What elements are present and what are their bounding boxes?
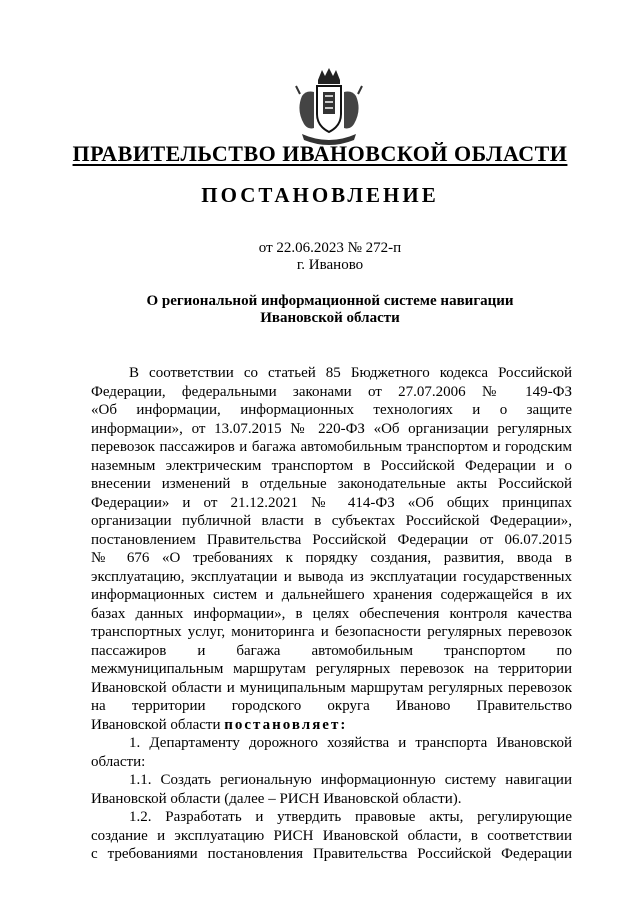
document-type-heading: ПОСТАНОВЛЕНИЕ [201, 183, 439, 207]
text-line: 1. Департаменту дорожного хозяйства и транспорта Ивановской [129, 735, 572, 751]
text-line: области: [91, 753, 146, 770]
government-title [0, 141, 640, 167]
text-line: Федерации» и от 21.12.2021 № 414-ФЗ «Об общих принципах [91, 494, 572, 511]
text-line: базах данных информации», в целях обеспечения контроля качества [91, 605, 572, 622]
document-meta [0, 240, 640, 274]
text-fragment: Ивановской области [91, 716, 225, 733]
text-line: транспортных услуг, мониторинга и безопасности регулярных перевозок [91, 624, 572, 640]
text-line: организации публичной власти в субъектах Российской Федерации», [91, 513, 572, 529]
text-line: наземным электрическим транспортом в Российской Федерации и о [91, 457, 572, 474]
text-line: на территории городского округа Иваново Правительство [91, 698, 572, 714]
preamble-paragraph [91, 364, 572, 734]
text-line: межмуниципальным маршрутам регулярных перевозок на территории [91, 661, 572, 677]
subject-line: О региональной информационной системе навигации [146, 293, 514, 309]
text-line: создание и эксплуатацию РИСН Ивановской области, в соответствии [91, 827, 572, 844]
text-line: Федерации, федеральными законами от 27.07.2006 № 149-ФЗ [91, 383, 572, 400]
text-line: пассажиров и багажа автомобильным транспортом по [91, 642, 572, 659]
resolves-word: постановляет: [224, 716, 348, 733]
text-line: В соответствии со статьей 85 Бюджетного кодекса Российской [129, 365, 572, 381]
text-line: постановлением Правительства Российской Федерации от 06.07.2015 [91, 531, 572, 548]
text-line: эксплуатацию, эксплуатации и вывода из эксплуатации государственных [91, 568, 572, 585]
text-line: с требованиями постановления Правительства Российской Федерации [91, 846, 572, 862]
text-line: Ивановской области (далее – РИСН Ивановской области). [91, 790, 462, 807]
item-1-1 [91, 771, 572, 808]
text-line: № 676 «О требованиях к порядку создания, развития, ввода в [91, 550, 572, 566]
document-body [91, 364, 572, 864]
subject-line: Ивановской области [260, 310, 400, 326]
text-line: Ивановской области и муниципальным маршрутам регулярных перевозок [91, 679, 572, 696]
text-line: «Об информации, информационных технологиях и о защите [91, 402, 572, 418]
date-number: от 22.06.2023 № 272-п [258, 240, 402, 256]
text-line-resolves [91, 716, 572, 735]
city: г. Иваново [296, 257, 364, 273]
document-subject [0, 293, 640, 327]
text-line: информационных систем и дальнейшего хранения содержащейся в их [91, 587, 572, 603]
text-line: внесении изменений в отдельные законодательные акты Российской [91, 476, 572, 492]
text-line: 1.1. Создать региональную информационную систему навигации [129, 772, 572, 788]
text-line: информации», от 13.07.2015 № 220-ФЗ «Об организации регулярных [91, 420, 572, 437]
coat-of-arms-emblem [292, 66, 366, 146]
text-line: 1.2. Разработать и утвердить правовые акты, регулирующие [129, 809, 572, 825]
government-title-text: ПРАВИТЕЛЬСТВО ИВАНОВСКОЙ ОБЛАСТИ [72, 141, 568, 166]
item-1-2 [91, 808, 572, 864]
text-line: перевозок пассажиров и багажа автомобильным транспортом и городским [91, 439, 572, 455]
item-1 [91, 734, 572, 771]
